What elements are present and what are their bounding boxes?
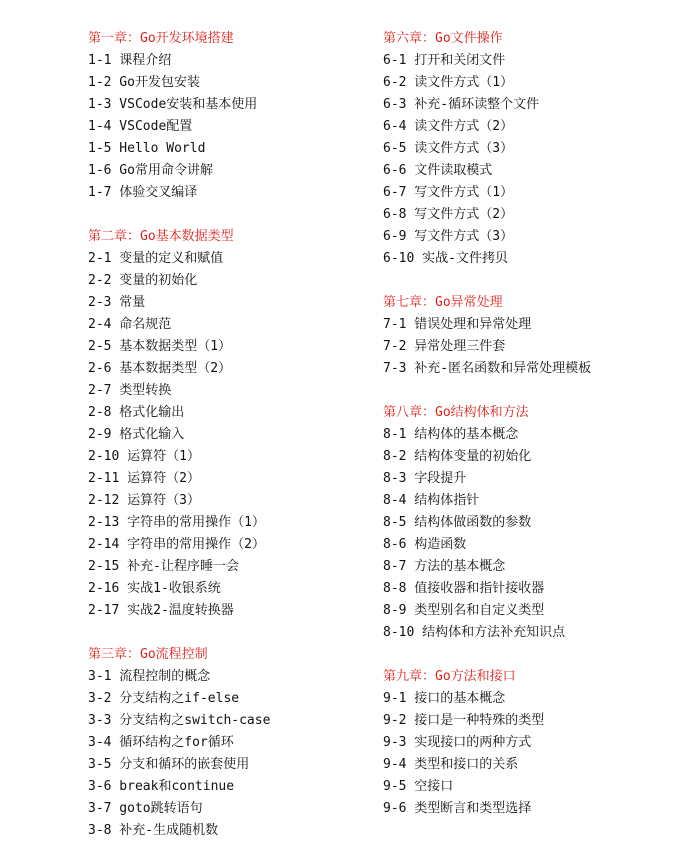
lesson-item: 8-5 结构体做函数的参数 — [383, 515, 532, 530]
chapter-title: 第三章：Go流程控制 — [88, 647, 208, 662]
lesson-item: 3-4 循环结构之for循环 — [88, 735, 234, 750]
lesson-item: 2-13 字符串的常用操作（1） — [88, 515, 265, 530]
chapter-title: 第七章：Go异常处理 — [383, 295, 503, 310]
lesson-item: 2-14 字符串的常用操作（2） — [88, 537, 265, 552]
chapter-title: 第一章：Go开发环境搭建 — [88, 31, 234, 46]
lesson-item: 2-10 运算符（1） — [88, 449, 200, 464]
lesson-item: 2-17 实战2-温度转换器 — [88, 603, 234, 618]
lesson-item: 6-6 文件读取模式 — [383, 163, 493, 178]
lesson-item: 8-1 结构体的基本概念 — [383, 427, 519, 442]
lesson-item: 1-7 体验交叉编译 — [88, 185, 198, 200]
chapter-block — [383, 666, 683, 820]
lesson-item: 2-11 运算符（2） — [88, 471, 200, 486]
lesson-item: 6-3 补充-循环读整个文件 — [383, 97, 540, 112]
chapter-block — [383, 28, 683, 270]
lesson-item: 2-7 类型转换 — [88, 383, 172, 398]
lesson-item: 6-2 读文件方式（1） — [383, 75, 514, 90]
lesson-item: 8-8 值接收器和指针接收器 — [383, 581, 545, 596]
lesson-item: 2-4 命名规范 — [88, 317, 172, 332]
lesson-item: 6-8 写文件方式（2） — [383, 207, 514, 222]
lesson-item: 8-9 类型别名和自定义类型 — [383, 603, 545, 618]
lesson-item: 9-6 类型断言和类型选择 — [383, 801, 532, 816]
lesson-item: 3-2 分支结构之if-else — [88, 691, 240, 706]
lesson-item: 2-1 变量的定义和赋值 — [88, 251, 224, 266]
lesson-item: 6-9 写文件方式（3） — [383, 229, 514, 244]
right-column — [383, 28, 683, 842]
lesson-item: 1-2 Go开发包安装 — [88, 75, 200, 90]
chapter-title: 第九章：Go方法和接口 — [383, 669, 516, 684]
lesson-item: 2-5 基本数据类型（1） — [88, 339, 232, 354]
lesson-item: 2-3 常量 — [88, 295, 146, 310]
lesson-item: 6-5 读文件方式（3） — [383, 141, 514, 156]
lesson-item: 2-16 实战1-收银系统 — [88, 581, 221, 596]
lesson-item: 2-12 运算符（3） — [88, 493, 200, 508]
lesson-item: 3-6 break和continue — [88, 779, 235, 794]
lesson-item: 7-3 补充-匿名函数和异常处理模板 — [383, 361, 592, 376]
lesson-item: 2-15 补充-让程序睡一会 — [88, 559, 239, 574]
lesson-item: 3-8 补充-生成随机数 — [88, 823, 219, 838]
lesson-item: 9-3 实现接口的两种方式 — [383, 735, 532, 750]
chapter-title: 第六章：Go文件操作 — [383, 31, 503, 46]
lesson-item: 9-2 接口是一种特殊的类型 — [383, 713, 545, 728]
chapter-block — [88, 28, 388, 204]
lesson-item: 2-8 格式化输出 — [88, 405, 185, 420]
lesson-item: 1-1 课程介绍 — [88, 53, 172, 68]
lesson-item: 2-6 基本数据类型（2） — [88, 361, 232, 376]
lesson-item: 7-1 错误处理和异常处理 — [383, 317, 532, 332]
lesson-item: 8-10 结构体和方法补充知识点 — [383, 625, 566, 640]
lesson-item: 8-7 方法的基本概念 — [383, 559, 506, 574]
lesson-item: 3-7 goto跳转语句 — [88, 801, 203, 816]
lesson-item: 2-9 格式化输入 — [88, 427, 185, 442]
left-column — [88, 28, 388, 864]
lesson-item: 1-4 VSCode配置 — [88, 119, 193, 134]
lesson-item: 9-4 类型和接口的关系 — [383, 757, 519, 772]
lesson-item: 3-3 分支结构之switch-case — [88, 713, 271, 728]
lesson-item: 3-1 流程控制的概念 — [88, 669, 211, 684]
chapter-block — [88, 226, 388, 622]
lesson-item: 1-5 Hello World — [88, 141, 206, 156]
lesson-item: 8-3 字段提升 — [383, 471, 467, 486]
lesson-item: 1-6 Go常用命令讲解 — [88, 163, 213, 178]
lesson-item: 9-5 空接口 — [383, 779, 454, 794]
chapter-title: 第八章：Go结构体和方法 — [383, 405, 529, 420]
chapter-block — [88, 644, 388, 842]
lesson-item: 9-1 接口的基本概念 — [383, 691, 506, 706]
lesson-item: 1-3 VSCode安装和基本使用 — [88, 97, 258, 112]
lesson-item: 7-2 异常处理三件套 — [383, 339, 506, 354]
chapter-block — [383, 402, 683, 644]
lesson-item: 6-10 实战-文件拷贝 — [383, 251, 508, 266]
lesson-item: 8-2 结构体变量的初始化 — [383, 449, 532, 464]
lesson-item: 3-5 分支和循环的嵌套使用 — [88, 757, 250, 772]
lesson-item: 2-2 变量的初始化 — [88, 273, 198, 288]
lesson-item: 6-4 读文件方式（2） — [383, 119, 514, 134]
chapter-block — [383, 292, 683, 380]
chapter-title: 第二章：Go基本数据类型 — [88, 229, 234, 244]
lesson-item: 8-6 构造函数 — [383, 537, 467, 552]
lesson-item: 6-7 写文件方式（1） — [383, 185, 514, 200]
lesson-item: 6-1 打开和关闭文件 — [383, 53, 506, 68]
lesson-item: 8-4 结构体指针 — [383, 493, 480, 508]
